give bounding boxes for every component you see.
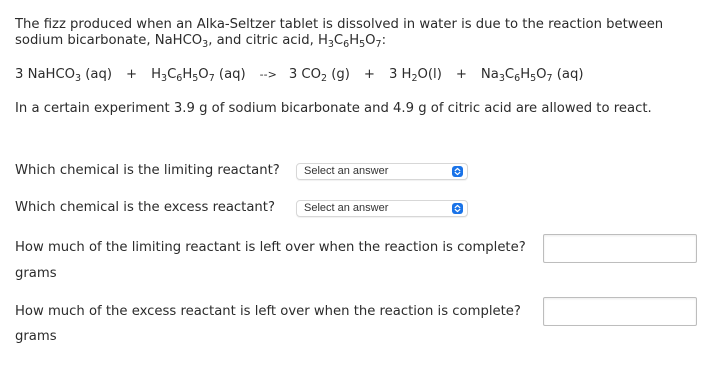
- limiting-reactant-question: Which chemical is the limiting reactant?: [15, 163, 280, 178]
- product-sodium-citrate: $Na_3C_6H_5O_7$ (aq): [480, 67, 584, 84]
- limiting-leftover-question: How much of the limiting reactant is left over when the reaction is complete?: [15, 240, 526, 255]
- reactant-citric-acid: $H_3C_6H_5O_7$ (aq): [151, 67, 246, 84]
- excess-leftover-input[interactable]: [543, 297, 697, 326]
- limiting-reactant-select[interactable]: [296, 163, 468, 180]
- reaction-equation: [15, 66, 584, 83]
- limiting-leftover-unit: grams: [15, 266, 57, 281]
- plus-sign: +: [363, 67, 375, 82]
- experiment-statement: In a certain experiment 3.9 g of sodium bicarbonate and 4.9 g of citric acid are allowed to react.: [15, 101, 652, 116]
- up-down-chevron-icon: [452, 203, 463, 214]
- select-value: Select an answer: [304, 165, 389, 177]
- intro-line-1: The fizz produced when an Alka-Seltzer tablet is dissolved in water is due to the reaction between: [15, 17, 664, 32]
- product-carbon-dioxide: 3 $CO_2$ (g): [288, 67, 350, 84]
- reaction-arrow: -->: [259, 68, 277, 81]
- up-down-chevron-icon: [452, 166, 463, 177]
- intro-line-2: sodium bicarbonate, NaHCO$_3$, and citric acid, $H_3C_6H_5O_7$:: [15, 33, 387, 50]
- excess-leftover-unit: grams: [15, 329, 57, 344]
- excess-leftover-question: How much of the excess reactant is left over when the reaction is complete?: [15, 304, 521, 319]
- limiting-leftover-input[interactable]: [543, 234, 697, 263]
- plus-sign: +: [126, 67, 138, 82]
- excess-reactant-select[interactable]: [296, 200, 468, 217]
- product-water: 3 $H_2O(l)$: [388, 67, 442, 84]
- plus-sign: +: [455, 67, 467, 82]
- excess-reactant-question: Which chemical is the excess reactant?: [15, 200, 275, 215]
- reactant-sodium-bicarbonate: 3 NaHCO$_3$ (aq): [15, 67, 113, 84]
- select-value: Select an answer: [304, 202, 389, 214]
